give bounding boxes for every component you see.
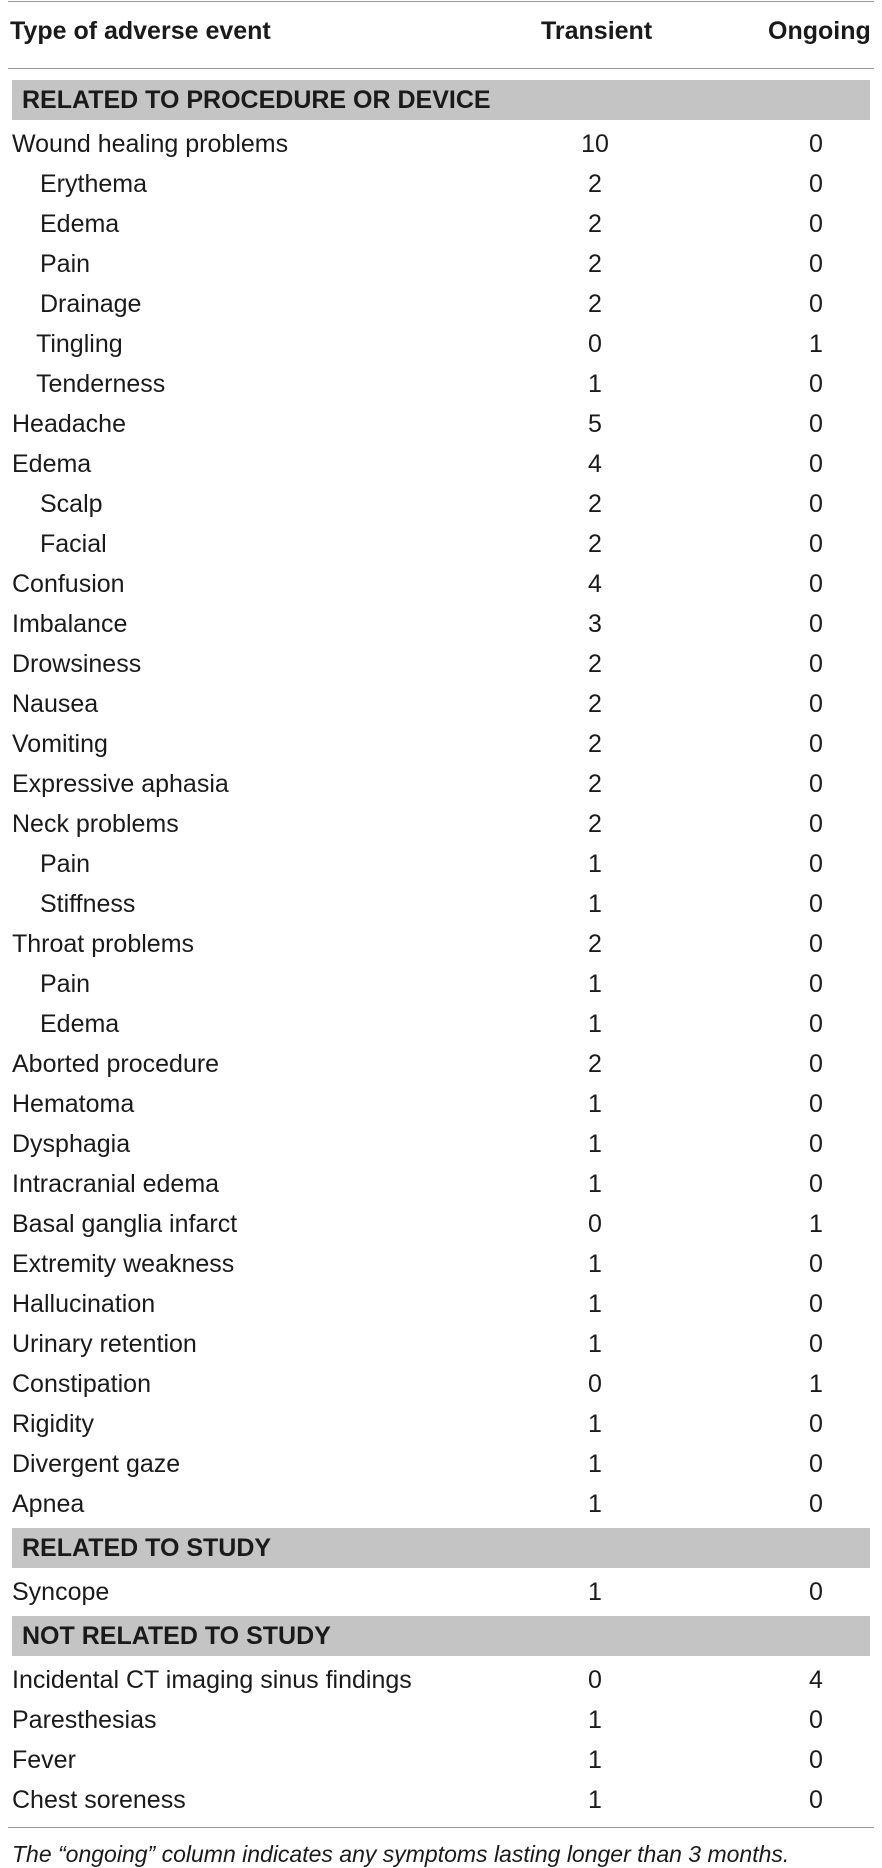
transient-count: 1 [588, 1090, 602, 1118]
transient-count: 0 [588, 330, 602, 358]
table-row [0, 964, 882, 1004]
event-label: Syncope [12, 1578, 110, 1606]
transient-count: 1 [588, 1410, 602, 1438]
transient-count: 2 [588, 770, 602, 798]
table-header-row [0, 0, 882, 68]
transient-count: 1 [588, 1330, 602, 1358]
table-row [0, 884, 882, 924]
section-title: NOT RELATED TO STUDY [22, 1622, 331, 1650]
section-header [12, 1528, 870, 1568]
event-label: Rigidity [12, 1410, 94, 1438]
event-label: Incidental CT imaging sinus findings [12, 1666, 412, 1694]
transient-count: 1 [588, 1490, 602, 1518]
table-row [0, 404, 882, 444]
ongoing-count: 0 [809, 1130, 823, 1158]
event-label: Pain [40, 250, 91, 278]
transient-count: 2 [588, 490, 602, 518]
section-title: RELATED TO STUDY [22, 1534, 272, 1562]
event-label: Tenderness [36, 370, 166, 398]
event-label: Imbalance [12, 610, 128, 638]
ongoing-count: 0 [809, 370, 823, 398]
table-row [0, 1572, 882, 1612]
transient-count: 1 [588, 1746, 602, 1774]
ongoing-count: 0 [809, 1410, 823, 1438]
table-row [0, 844, 882, 884]
event-label: Wound healing problems [12, 130, 289, 158]
event-label: Intracranial edema [12, 1170, 220, 1198]
transient-count: 1 [588, 1250, 602, 1278]
column-header-event-type: Type of adverse event [10, 17, 271, 45]
section-title: RELATED TO PROCEDURE OR DEVICE [22, 86, 491, 114]
ongoing-count: 1 [809, 1370, 823, 1398]
table-row [0, 644, 882, 684]
ongoing-count: 0 [809, 730, 823, 758]
ongoing-count: 0 [809, 570, 823, 598]
table-row [0, 1124, 882, 1164]
transient-count: 1 [588, 1290, 602, 1318]
event-label: Edema [12, 450, 92, 478]
transient-count: 1 [588, 1786, 602, 1814]
table-footnote: The “ongoing” column indicates any symptoms lasting longer than 3 months. [12, 1841, 790, 1867]
table-body [0, 80, 882, 1824]
ongoing-count: 0 [809, 1578, 823, 1606]
transient-count: 2 [588, 930, 602, 958]
table-row [0, 1324, 882, 1364]
event-label: Pain [40, 970, 91, 998]
table-row [0, 324, 882, 364]
transient-count: 2 [588, 810, 602, 838]
table-row [0, 1044, 882, 1084]
transient-count: 5 [588, 410, 602, 438]
ongoing-count: 0 [809, 170, 823, 198]
table-header-rule [8, 68, 874, 69]
transient-count: 3 [588, 610, 602, 638]
table-row [0, 1660, 882, 1700]
ongoing-count: 0 [809, 130, 823, 158]
table-row [0, 284, 882, 324]
table-row [0, 1700, 882, 1740]
transient-count: 10 [581, 130, 609, 158]
ongoing-count: 0 [809, 610, 823, 638]
ongoing-count: 0 [809, 1010, 823, 1038]
event-label: Vomiting [12, 730, 108, 758]
ongoing-count: 0 [809, 850, 823, 878]
event-label: Edema [40, 1010, 120, 1038]
table-row [0, 764, 882, 804]
ongoing-count: 0 [809, 1450, 823, 1478]
ongoing-count: 0 [809, 1050, 823, 1078]
event-label: Drowsiness [12, 650, 142, 678]
event-label: Hematoma [12, 1090, 135, 1118]
table-row [0, 244, 882, 284]
column-header-ongoing: Ongoing [768, 17, 871, 45]
event-label: Extremity weakness [12, 1250, 235, 1278]
ongoing-count: 0 [809, 650, 823, 678]
event-label: Confusion [12, 570, 125, 598]
event-label: Apnea [12, 1490, 85, 1518]
transient-count: 2 [588, 730, 602, 758]
transient-count: 4 [588, 450, 602, 478]
table-row [0, 1780, 882, 1820]
ongoing-count: 0 [809, 250, 823, 278]
transient-count: 0 [588, 1210, 602, 1238]
table-row [0, 804, 882, 844]
ongoing-count: 0 [809, 490, 823, 518]
transient-count: 0 [588, 1370, 602, 1398]
table-row [0, 1740, 882, 1780]
table-bottom-rule [8, 1827, 874, 1828]
table-row [0, 1084, 882, 1124]
event-label: Constipation [12, 1370, 151, 1398]
table-row [0, 164, 882, 204]
ongoing-count: 0 [809, 1090, 823, 1118]
ongoing-count: 0 [809, 1290, 823, 1318]
table-row [0, 1484, 882, 1524]
transient-count: 2 [588, 1050, 602, 1078]
ongoing-count: 0 [809, 1786, 823, 1814]
ongoing-count: 0 [809, 1330, 823, 1358]
event-label: Facial [40, 530, 107, 558]
event-label: Pain [40, 850, 91, 878]
event-label: Nausea [12, 690, 99, 718]
table-row [0, 484, 882, 524]
table-row [0, 1204, 882, 1244]
table-row [0, 524, 882, 564]
transient-count: 2 [588, 170, 602, 198]
event-label: Chest soreness [12, 1786, 186, 1814]
table-row [0, 124, 882, 164]
table-row [0, 724, 882, 764]
section-header [12, 1616, 870, 1656]
table-row [0, 1444, 882, 1484]
ongoing-count: 0 [809, 1746, 823, 1774]
ongoing-count: 0 [809, 1250, 823, 1278]
ongoing-count: 0 [809, 210, 823, 238]
event-label: Expressive aphasia [12, 770, 229, 798]
transient-count: 1 [588, 970, 602, 998]
section-header [12, 80, 870, 120]
event-label: Urinary retention [12, 1330, 197, 1358]
transient-count: 2 [588, 290, 602, 318]
table-row [0, 1364, 882, 1404]
transient-count: 1 [588, 1706, 602, 1734]
ongoing-count: 0 [809, 290, 823, 318]
transient-count: 1 [588, 890, 602, 918]
transient-count: 0 [588, 1666, 602, 1694]
transient-count: 2 [588, 210, 602, 238]
ongoing-count: 0 [809, 970, 823, 998]
event-label: Divergent gaze [12, 1450, 181, 1478]
event-label: Tingling [36, 330, 123, 358]
transient-count: 1 [588, 1578, 602, 1606]
table-row [0, 1244, 882, 1284]
table-row [0, 364, 882, 404]
ongoing-count: 4 [809, 1666, 823, 1694]
ongoing-count: 0 [809, 810, 823, 838]
transient-count: 2 [588, 690, 602, 718]
transient-count: 2 [588, 650, 602, 678]
ongoing-count: 0 [809, 1706, 823, 1734]
event-label: Dysphagia [12, 1130, 131, 1158]
event-label: Headache [12, 410, 126, 438]
table-row [0, 604, 882, 644]
table-row [0, 564, 882, 604]
event-label: Scalp [40, 490, 103, 518]
table-row [0, 444, 882, 484]
ongoing-count: 0 [809, 1170, 823, 1198]
ongoing-count: 1 [809, 330, 823, 358]
transient-count: 1 [588, 370, 602, 398]
ongoing-count: 0 [809, 930, 823, 958]
event-label: Aborted procedure [12, 1050, 220, 1078]
table-row [0, 1284, 882, 1324]
event-label: Stiffness [40, 890, 136, 918]
event-label: Paresthesias [12, 1706, 157, 1734]
transient-count: 1 [588, 1130, 602, 1158]
transient-count: 4 [588, 570, 602, 598]
table-row [0, 1164, 882, 1204]
transient-count: 2 [588, 250, 602, 278]
ongoing-count: 0 [809, 690, 823, 718]
ongoing-count: 0 [809, 450, 823, 478]
transient-count: 1 [588, 850, 602, 878]
event-label: Erythema [40, 170, 147, 198]
event-label: Hallucination [12, 1290, 156, 1318]
ongoing-count: 1 [809, 1210, 823, 1238]
event-label: Fever [12, 1746, 76, 1774]
transient-count: 1 [588, 1450, 602, 1478]
transient-count: 2 [588, 530, 602, 558]
ongoing-count: 0 [809, 1490, 823, 1518]
column-header-transient: Transient [541, 17, 653, 45]
table-row [0, 684, 882, 724]
transient-count: 1 [588, 1170, 602, 1198]
transient-count: 1 [588, 1010, 602, 1038]
table-row [0, 204, 882, 244]
event-label: Neck problems [12, 810, 179, 838]
ongoing-count: 0 [809, 530, 823, 558]
table-row [0, 1404, 882, 1444]
ongoing-count: 0 [809, 410, 823, 438]
ongoing-count: 0 [809, 890, 823, 918]
event-label: Drainage [40, 290, 142, 318]
table-row [0, 1004, 882, 1044]
event-label: Throat problems [12, 930, 195, 958]
event-label: Edema [40, 210, 120, 238]
ongoing-count: 0 [809, 770, 823, 798]
event-label: Basal ganglia infarct [12, 1210, 238, 1238]
table-row [0, 924, 882, 964]
